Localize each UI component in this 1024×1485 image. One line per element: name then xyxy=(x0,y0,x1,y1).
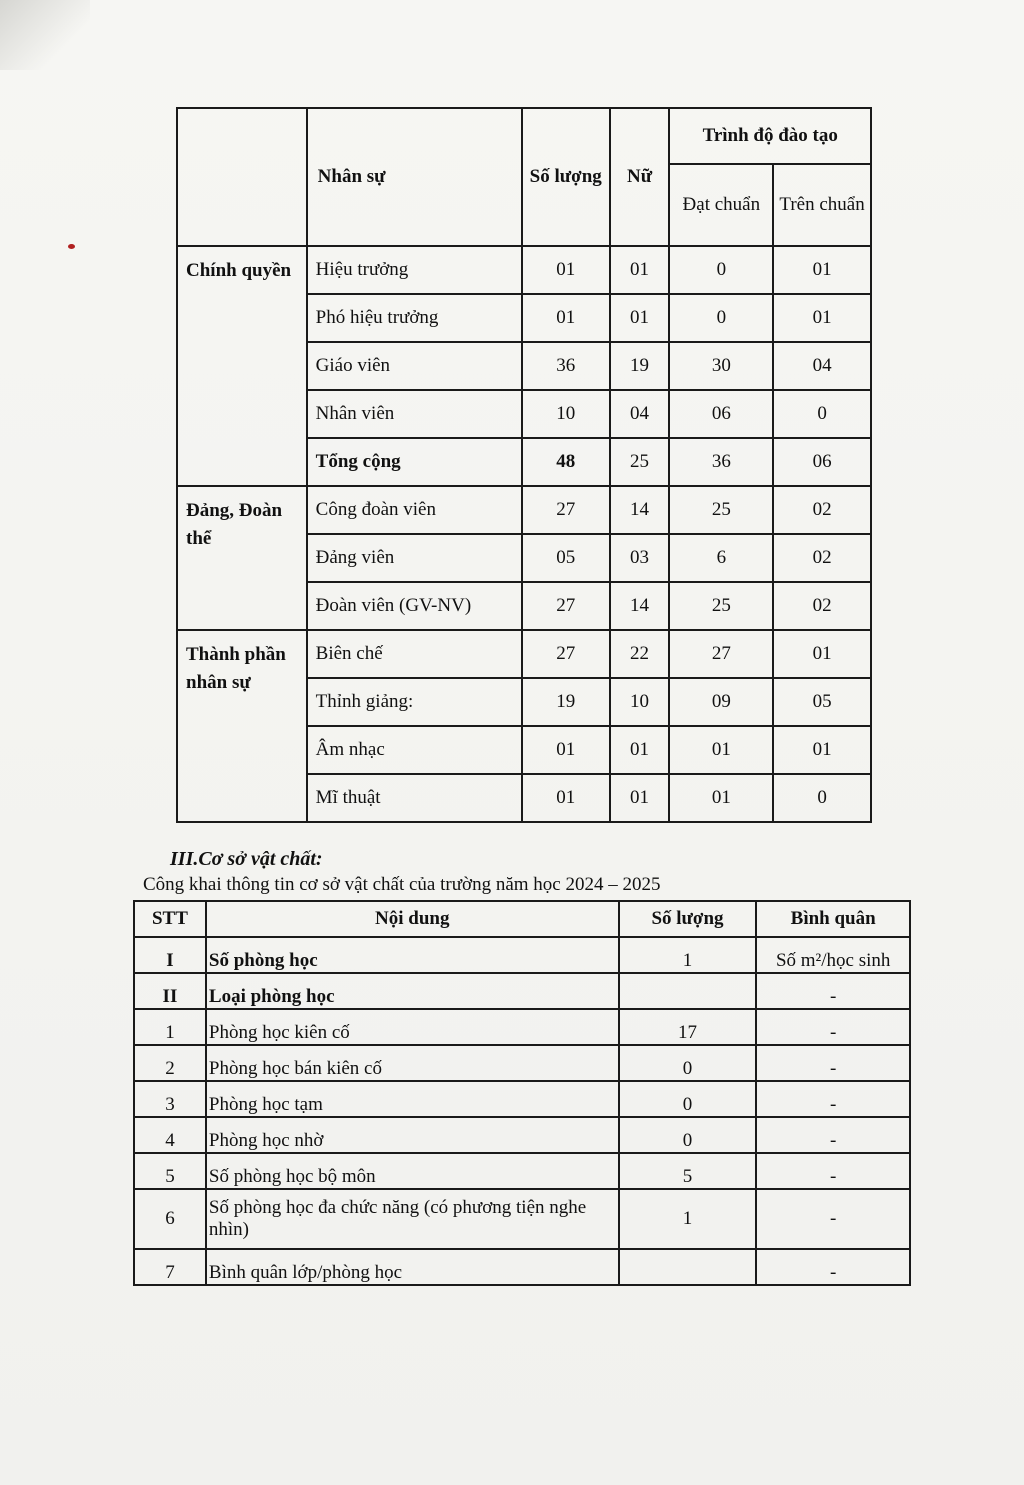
cell-above: 05 xyxy=(773,678,871,726)
cell-above: 02 xyxy=(773,582,871,630)
row-label: Âm nhạc xyxy=(307,726,522,774)
cell-standard: 25 xyxy=(669,486,773,534)
cell-female: 04 xyxy=(610,390,670,438)
cell-female: 01 xyxy=(610,294,670,342)
cell-qty: 10 xyxy=(522,390,610,438)
cell-content: Phòng học kiên cố xyxy=(206,1009,619,1045)
cell-qty: 0 xyxy=(619,1117,757,1153)
cell-qty: 01 xyxy=(522,246,610,294)
cell-content: Bình quân lớp/phòng học xyxy=(206,1249,619,1285)
cell-average: - xyxy=(756,1081,910,1117)
cell-qty: 1 xyxy=(619,937,757,973)
cell-average: - xyxy=(756,1045,910,1081)
cell-content: Số phòng học đa chức năng (có phương tiện nghe nhìn) xyxy=(206,1189,619,1249)
cell-standard: 01 xyxy=(669,774,773,822)
cell-stt: 2 xyxy=(134,1045,206,1081)
header-content: Nội dung xyxy=(206,901,619,937)
row-label: Công đoàn viên xyxy=(307,486,522,534)
cell-female: 14 xyxy=(610,486,670,534)
row-label: Giáo viên xyxy=(307,342,522,390)
row-label: Hiệu trưởng xyxy=(307,246,522,294)
table-row xyxy=(134,1009,910,1045)
row-label: Thỉnh giảng: xyxy=(307,678,522,726)
group-label: Thành phần nhân sự xyxy=(177,630,307,822)
row-label: Nhân viên xyxy=(307,390,522,438)
cell-stt: 6 xyxy=(134,1189,206,1249)
cell-standard: 06 xyxy=(669,390,773,438)
group-label: Đảng, Đoàn thể xyxy=(177,486,307,630)
row-label: Đoàn viên (GV-NV) xyxy=(307,582,522,630)
cell-average: - xyxy=(756,1189,910,1249)
row-label: Tổng cộng xyxy=(307,438,522,486)
cell-qty: 0 xyxy=(619,1045,757,1081)
row-label: Phó hiệu trưởng xyxy=(307,294,522,342)
cell-female: 03 xyxy=(610,534,670,582)
table-row xyxy=(134,937,910,973)
header-personnel: Nhân sự xyxy=(307,108,522,246)
cell-content: Phòng học tạm xyxy=(206,1081,619,1117)
table-row xyxy=(177,486,871,534)
section-title: III.Cơ sở vật chất: xyxy=(170,848,323,870)
cell-qty: 36 xyxy=(522,342,610,390)
cell-standard: 01 xyxy=(669,726,773,774)
cell-above: 0 xyxy=(773,390,871,438)
table-row xyxy=(177,630,871,678)
cell-average: - xyxy=(756,1117,910,1153)
table-row xyxy=(134,1045,910,1081)
cell-stt: 7 xyxy=(134,1249,206,1285)
cell-above: 01 xyxy=(773,246,871,294)
cell-content: Phòng học nhờ xyxy=(206,1117,619,1153)
row-label: Mĩ thuật xyxy=(307,774,522,822)
cell-female: 25 xyxy=(610,438,670,486)
cell-female: 14 xyxy=(610,582,670,630)
cell-standard: 27 xyxy=(669,630,773,678)
cell-female: 10 xyxy=(610,678,670,726)
cell-standard: 30 xyxy=(669,342,773,390)
cell-stt: 3 xyxy=(134,1081,206,1117)
table-row xyxy=(134,1081,910,1117)
cell-qty: 5 xyxy=(619,1153,757,1189)
cell-female: 01 xyxy=(610,726,670,774)
header-blank xyxy=(177,108,307,246)
cell-average: - xyxy=(756,1249,910,1285)
cell-standard: 0 xyxy=(669,246,773,294)
cell-female: 19 xyxy=(610,342,670,390)
header-training-level: Trình độ đào tạo xyxy=(669,108,871,164)
page-corner-shadow xyxy=(0,0,90,70)
cell-qty: 01 xyxy=(522,726,610,774)
cell-standard: 25 xyxy=(669,582,773,630)
cell-stt: 5 xyxy=(134,1153,206,1189)
cell-standard: 09 xyxy=(669,678,773,726)
cell-female: 01 xyxy=(610,246,670,294)
cell-content: Phòng học bán kiên cố xyxy=(206,1045,619,1081)
cell-female: 22 xyxy=(610,630,670,678)
section-subtitle: Công khai thông tin cơ sở vật chất của trường năm học 2024 – 2025 xyxy=(143,874,661,895)
header-female: Nữ xyxy=(610,108,670,246)
cell-qty: 27 xyxy=(522,582,610,630)
cell-above: 02 xyxy=(773,486,871,534)
cell-qty: 27 xyxy=(522,486,610,534)
cell-standard: 6 xyxy=(669,534,773,582)
cell-above: 06 xyxy=(773,438,871,486)
cell-above: 04 xyxy=(773,342,871,390)
table-row xyxy=(134,1249,910,1285)
cell-qty: 05 xyxy=(522,534,610,582)
cell-qty xyxy=(619,973,757,1009)
cell-stt: I xyxy=(134,937,206,973)
cell-qty: 1 xyxy=(619,1189,757,1249)
table-row xyxy=(134,1189,910,1249)
cell-above: 01 xyxy=(773,630,871,678)
cell-content: Loại phòng học xyxy=(206,973,619,1009)
staff-table xyxy=(176,107,872,823)
cell-qty: 19 xyxy=(522,678,610,726)
cell-average: Số m²/học sinh xyxy=(756,937,910,973)
header-standard: Đạt chuẩn xyxy=(669,164,773,246)
row-label: Đảng viên xyxy=(307,534,522,582)
cell-stt: 1 xyxy=(134,1009,206,1045)
header-average: Bình quân xyxy=(756,901,910,937)
cell-average: - xyxy=(756,973,910,1009)
cell-standard: 0 xyxy=(669,294,773,342)
cell-qty: 48 xyxy=(522,438,610,486)
cell-qty: 17 xyxy=(619,1009,757,1045)
group-label: Chính quyền xyxy=(177,246,307,486)
ink-mark xyxy=(68,244,75,249)
header-stt: STT xyxy=(134,901,206,937)
table-row xyxy=(134,1153,910,1189)
cell-above: 0 xyxy=(773,774,871,822)
cell-stt: II xyxy=(134,973,206,1009)
cell-qty: 01 xyxy=(522,294,610,342)
cell-qty: 27 xyxy=(522,630,610,678)
cell-qty: 0 xyxy=(619,1081,757,1117)
facilities-table xyxy=(133,900,911,1286)
row-label: Biên chế xyxy=(307,630,522,678)
cell-standard: 36 xyxy=(669,438,773,486)
cell-female: 01 xyxy=(610,774,670,822)
cell-above: 01 xyxy=(773,294,871,342)
table-row xyxy=(134,973,910,1009)
table-row xyxy=(134,1117,910,1153)
cell-content: Số phòng học xyxy=(206,937,619,973)
cell-above: 01 xyxy=(773,726,871,774)
header-above-standard: Trên chuẩn xyxy=(773,164,871,246)
cell-qty: 01 xyxy=(522,774,610,822)
table-row xyxy=(177,246,871,294)
cell-qty xyxy=(619,1249,757,1285)
cell-average: - xyxy=(756,1153,910,1189)
cell-stt: 4 xyxy=(134,1117,206,1153)
header-quantity: Số lượng xyxy=(522,108,610,246)
header-quantity: Số lượng xyxy=(619,901,757,937)
cell-content: Số phòng học bộ môn xyxy=(206,1153,619,1189)
cell-above: 02 xyxy=(773,534,871,582)
cell-average: - xyxy=(756,1009,910,1045)
